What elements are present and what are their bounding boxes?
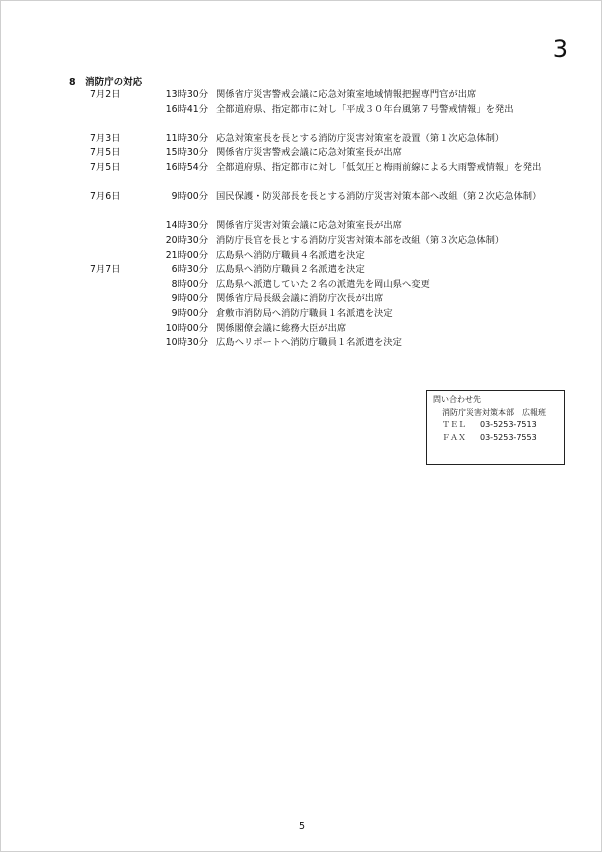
timeline-entry xyxy=(1,219,602,234)
timeline-entry xyxy=(1,190,602,219)
entry-text: 関係省庁災害警戒会議に応急対策室長が出席 xyxy=(216,147,402,159)
timeline-entry xyxy=(1,292,602,307)
timeline-entry xyxy=(1,234,602,249)
timeline-list xyxy=(1,88,602,351)
entry-text: 全都道府県、指定都市に対し「低気圧と梅雨前線による大雨警戒情報」を発出 xyxy=(216,161,542,173)
entry-time: 16時41分 xyxy=(165,103,208,115)
timeline-entry xyxy=(1,336,602,351)
entry-time: 9時00分 xyxy=(171,307,208,319)
timeline-entry xyxy=(1,161,602,190)
entry-text: 消防庁長官を長とする消防庁災害対策本部を改組（第３次応急体制） xyxy=(216,234,505,246)
entry-time: 11時30分 xyxy=(165,132,208,144)
entry-time: 10時30分 xyxy=(165,337,208,349)
entry-text: 関係省庁災害対策会議に応急対策室長が出席 xyxy=(216,220,402,232)
entry-text: 全都道府県、指定都市に対し「平成３０年台風第７号警戒情報」を発出 xyxy=(216,103,514,115)
entry-time: 13時30分 xyxy=(165,89,208,100)
entry-time: 15時30分 xyxy=(165,147,208,159)
entry-text: 関係閣僚会議に総務大臣が出席 xyxy=(216,322,347,334)
contact-tel xyxy=(433,419,564,432)
entry-time: 21時00分 xyxy=(165,249,208,261)
entry-text: 関係省庁災害警戒会議に応急対策室地域情報把握専門官が出席 xyxy=(216,89,477,100)
entry-time: 6時30分 xyxy=(171,264,208,276)
entry-date: 7月5日 xyxy=(90,161,121,173)
entry-date: 7月2日 xyxy=(90,89,121,100)
entry-time: 14時30分 xyxy=(165,220,208,232)
entry-time: 16時54分 xyxy=(165,161,208,173)
entry-text: 広島県へ派遣していた２名の派遣先を岡山県へ変更 xyxy=(216,278,430,290)
contact-department: 消防庁災害対策本部 広報班 xyxy=(442,407,546,417)
entry-time: 9時00分 xyxy=(171,191,208,203)
timeline-entry xyxy=(1,146,602,161)
contact-fax-number: 03-5253-7553 xyxy=(480,432,537,442)
entry-date: 7月5日 xyxy=(90,147,121,159)
entry-text: 広島県へ消防庁職員４名派遣を決定 xyxy=(216,249,365,261)
entry-date: 7月6日 xyxy=(90,191,121,203)
entry-text: 倉敷市消防局へ消防庁職員１名派遣を決定 xyxy=(216,307,393,319)
entry-text: 関係省庁局長級会議に消防庁次長が出席 xyxy=(216,293,384,305)
entry-time: 10時00分 xyxy=(165,322,208,334)
timeline-entry xyxy=(1,88,602,103)
contact-title: 問い合わせ先 xyxy=(433,395,481,404)
entry-text: 国民保護・防災部長を長とする消防庁災害対策本部へ改組（第２次応急体制） xyxy=(216,191,542,203)
entry-time: 9時00分 xyxy=(171,293,208,305)
timeline-entry xyxy=(1,322,602,337)
contact-box xyxy=(426,390,565,465)
entry-date: 7月3日 xyxy=(90,132,121,144)
contact-fax-label: ＦＡＸ xyxy=(442,432,466,442)
entry-text: 広島県へ消防庁職員２名派遣を決定 xyxy=(216,264,365,276)
contact-fax xyxy=(433,432,564,445)
entry-date: 7月7日 xyxy=(90,264,121,276)
section-heading: 8 消防庁の対応 xyxy=(69,77,143,88)
timeline-entry xyxy=(1,103,602,132)
entry-time: 20時30分 xyxy=(165,234,208,246)
timeline-entry xyxy=(1,307,602,322)
page-corner-number: 3 xyxy=(552,35,568,63)
entry-text: 応急対策室長を長とする消防庁災害対策室を設置（第１次応急体制） xyxy=(216,132,505,144)
timeline-entry xyxy=(1,263,602,278)
entry-text: 広島ヘリポートへ消防庁職員１名派遣を決定 xyxy=(216,337,402,349)
footer-page-number: 5 xyxy=(298,821,306,832)
timeline-entry xyxy=(1,278,602,293)
contact-tel-number: 03-5253-7513 xyxy=(480,420,537,429)
contact-tel-label: ＴＥＬ xyxy=(442,420,466,429)
entry-time: 8時00分 xyxy=(171,278,208,290)
timeline-entry xyxy=(1,249,602,264)
timeline-entry xyxy=(1,132,602,147)
